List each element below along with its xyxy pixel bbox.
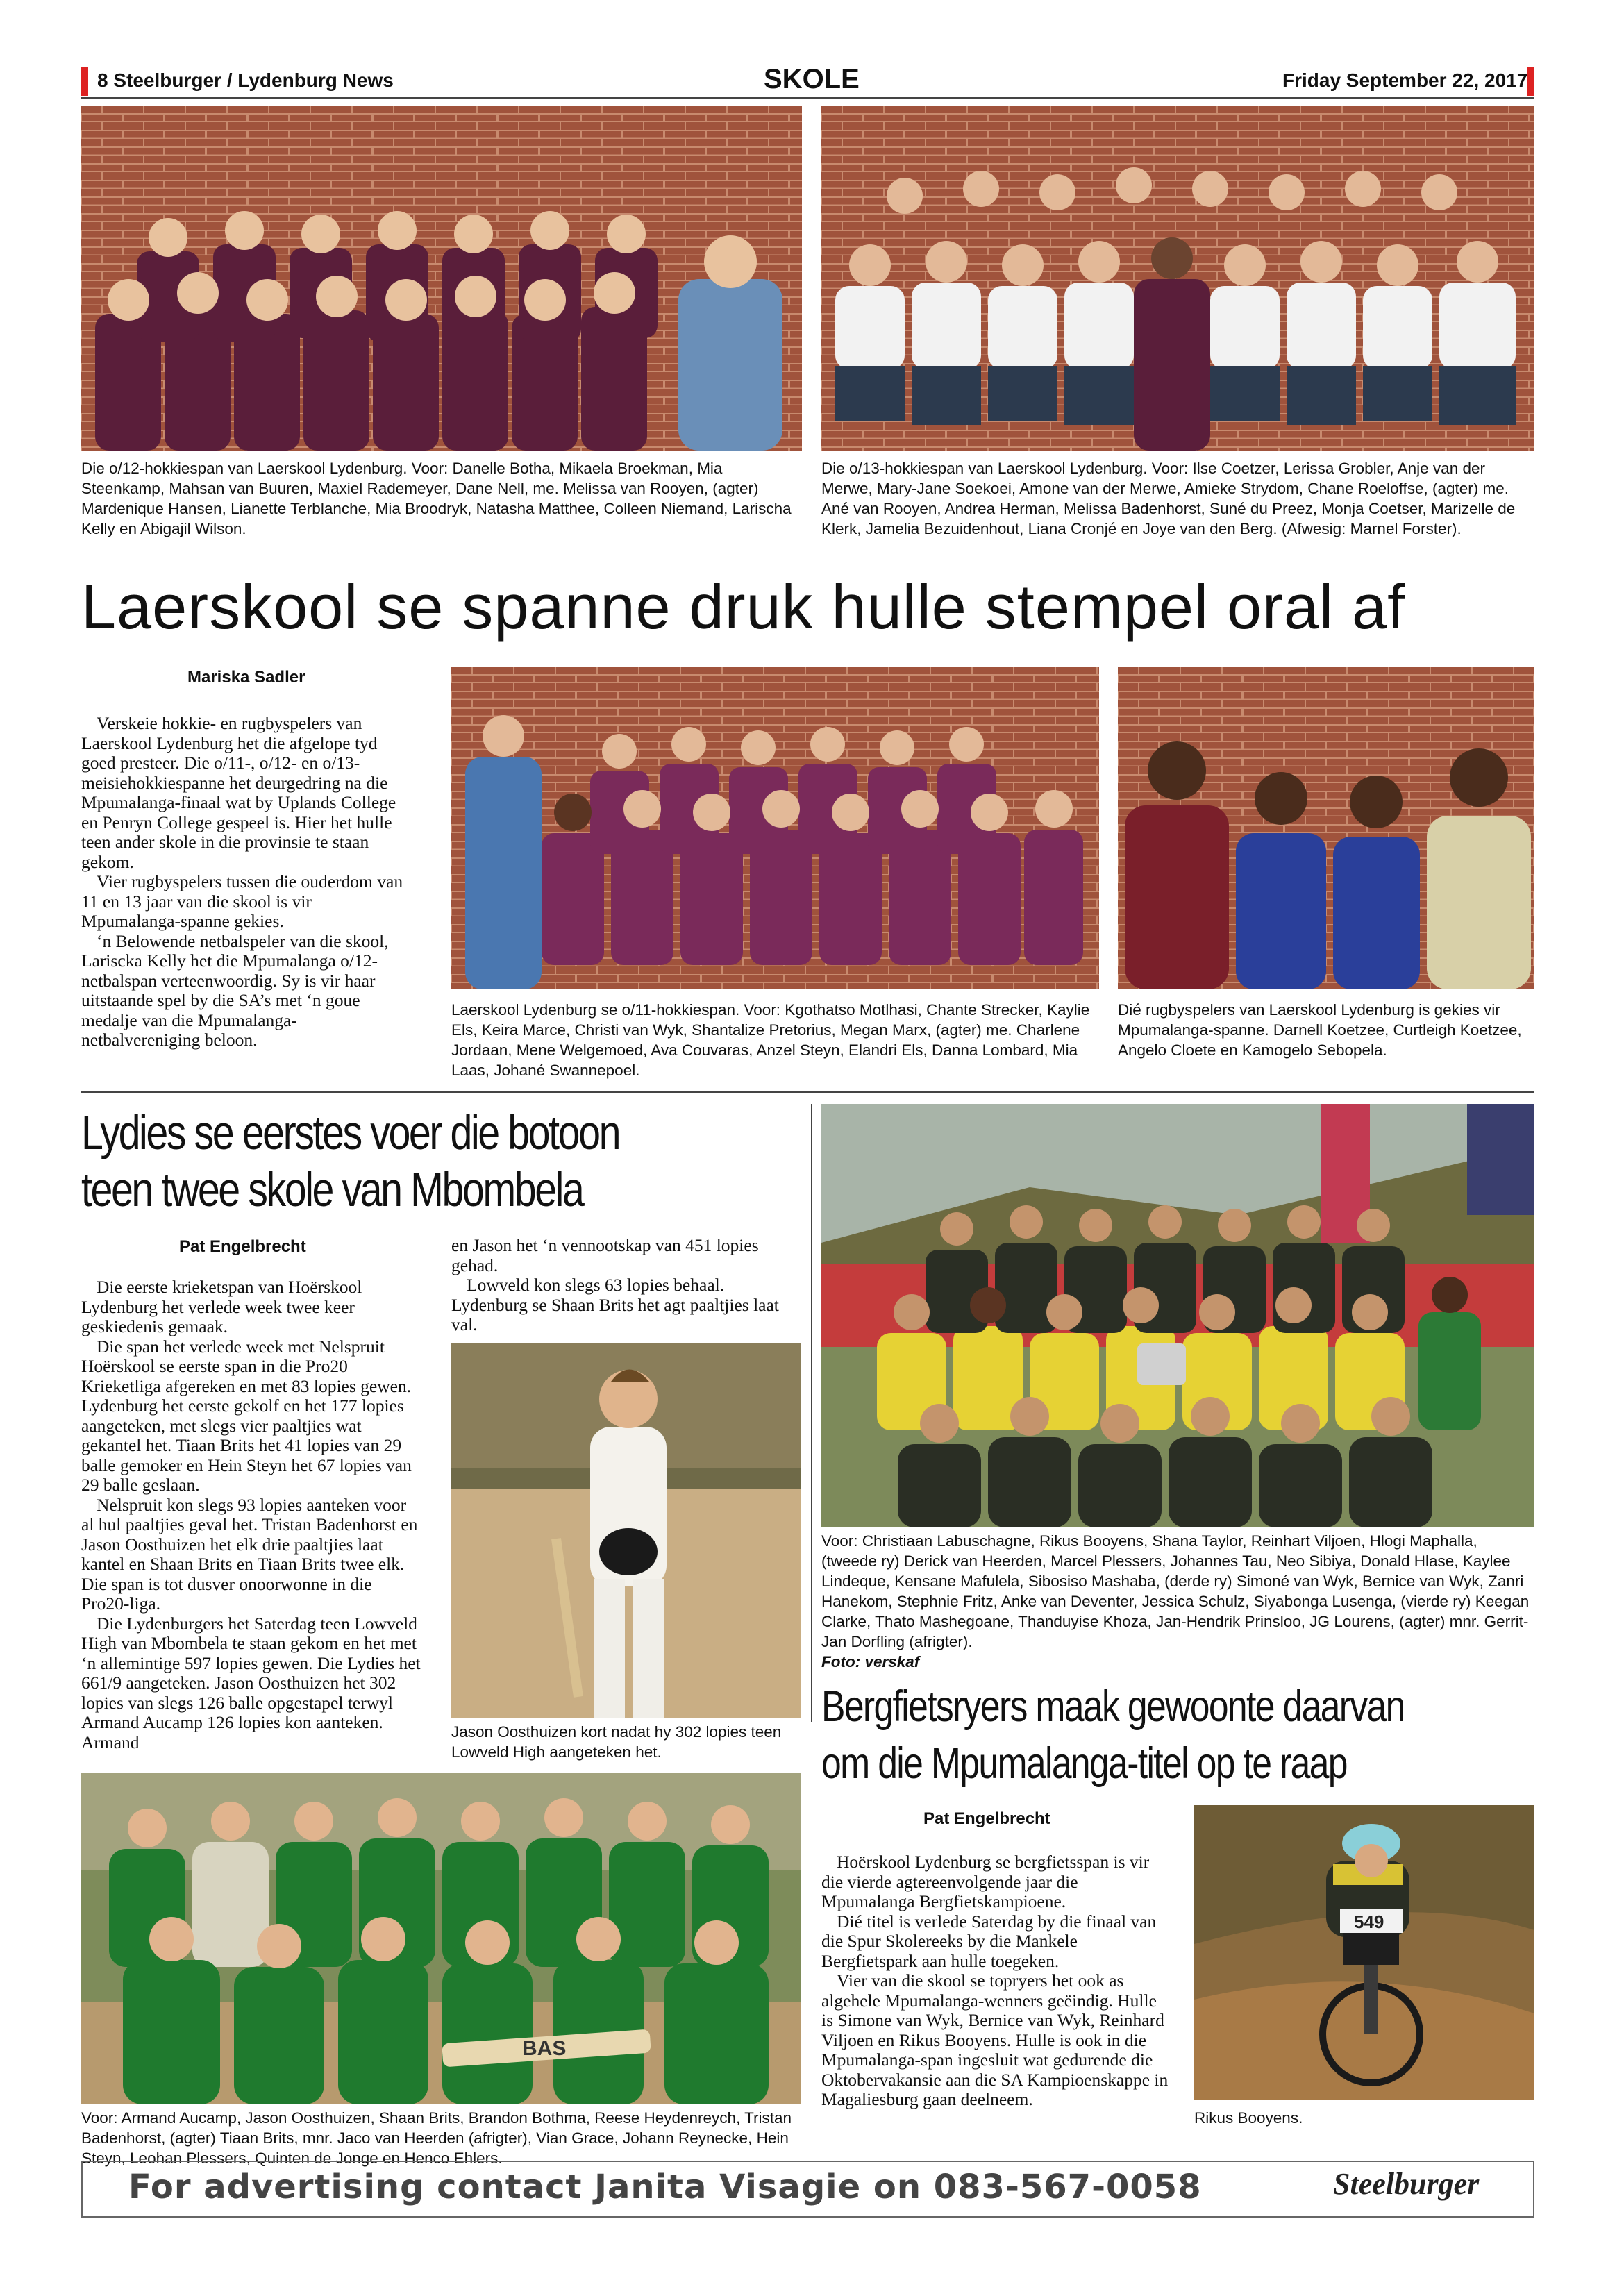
headline-story2-line2: teen twee skole van Mbombela [81, 1162, 583, 1216]
caption-batsman: Jason Oosthuizen kort nadat hy 302 lopies teen Lowveld High aangeteken het. [451, 1723, 782, 1761]
caption-rugby-players: Dié rugbyspelers van Laerskool Lydenburg is gekies vir Mpumalanga-spanne. Darnell Koetzee, Curtleigh Koetzee, Angelo Cloete en Kamogelo Sebopela. [1118, 1001, 1522, 1059]
caption-o11-hockey: Laerskool Lydenburg se o/11-hokkiespan. Voor: Kgothatso Motlhasi, Chante Strecker, Kaylie Els, Keira Marce, Christi van Wyk, Shantalize Pretorius, Megan Marx, (agter) me. Charlene Jordaan, Mene Welgemoed, Ava Couvaras, Anzel Steyn, Elandri Els, Danna Lombard, Mia Laas, Johané Swannepoel. [451, 1001, 1090, 1079]
steelburger-logo: Steelburger [1333, 2167, 1480, 2201]
headline-story1: Laerskool se spanne druk hulle stempel oral af [81, 573, 1406, 642]
story2-paragraph: Lowveld kon slegs 63 lopies behaal. Lydenburg se Shaan Brits het agt paaltjies laat val. [451, 1275, 779, 1334]
headline-story3-line2: om die Mpumalanga-titel op te raap [821, 1739, 1347, 1788]
byline-story1: Mariska Sadler [187, 668, 305, 687]
caption-o13-hockey: Die o/13-hokkiespan van Laerskool Lydenburg. Voor: Ilse Coetzer, Lerissa Grobler, Anje van der Merwe, Mary-Jane Soekoei, Amone van der Merwe, Amieke Strydom, Chane Roeloffse, (agter) me. Ané van Rooyen, Andrea Herman, Melissa Badenhorst, Suné du Preez, Monja Coetser, Marizelle de Klerk, Jamelia Bezuidenhout, Liana Cronjé en Joye van den Berg. (Afwesig: Marnel Forster). [821, 460, 1516, 537]
story2-paragraph: Die span het verlede week met Nelspruit Hoërskool se eerste span in die Pro20 Krieketliga afgereken en met 83 lopies gewen. Lydenburg het eerste gekolf en het 177 lopies aangeteken, met slegs vier paaltjies wat gekantel het. Tiaan Brits het 41 lopies van 29 balle gemoker en Hein Steyn het 67 lopies van 29 balle geslaan. [81, 1336, 412, 1495]
story2-column1 [81, 1277, 421, 1752]
story2-column2 [451, 1236, 798, 1335]
photo-o13-hockey-team [821, 106, 1534, 451]
caption-mtb-team: Voor: Christiaan Labuschagne, Rikus Booyens, Shana Taylor, Reinhart Viljoen, Hlogi Maphalla, (tweede ry) Derick van Heerden, Marcel Plessers, Johannes Tau, Neo Sibiya, Donald Hlase, Kaylee Lindeque, Kensane Mafulela, Sibosiso Mashaba, (derde ry) Simoné van Wyk, Bernice van Wyk, Zanri Hanekom, Stephnie Fritz, Anke van Deventer, Jessica Schulz, Siyabonga Lusenga, (vierde ry) Keegan Clarke, Thato Mashegoane, Thanduyise Khoza, Jan-Hendrik Prinsloo, JG Lourens, (agter) mnr. Gerrit-Jan Dorfling (afrigter). [821, 1532, 1530, 1650]
advert-text: For advertising contact Janita Visagie on 083-567-0058 [128, 2168, 1202, 2206]
story1-body [81, 714, 415, 1050]
bat-label: BAS [522, 2037, 567, 2060]
header-page-label: 8 Steelburger / Lydenburg News [97, 69, 394, 91]
caption-o12-hockey: Die o/12-hokkiespan van Laerskool Lydenburg. Voor: Danelle Botha, Mikaela Broekman, Mia Steenkamp, Mahsan van Buuren, Maxiel Rademeyer, Dane Nell, me. Melissa van Rooyen, (agter) Mardenique Hansen, Lianette Terblanche, Mia Broodryk, Natasha Matthee, Colleen Niemand, Larischa Kelly en Abigajil Wilson. [81, 460, 792, 537]
story2-paragraph: Die Lydenburgers het Saterdag teen Lowveld High van Mbombela te staan gekom en het met ‘n allemintige 597 lopies gewen. Die Lydies het 661/9 aangeteken. Jason Oosthuizen het 302 lopies van slegs 126 balle opgestapel terwyl Armand Aucamp 126 lopies kon aanteken. Armand [81, 1613, 421, 1752]
story3-paragraph: Dié titel is verlede Saterdag by die finaal van die Spur Skolereeks by die Mankele Bergfietspark aan hulle toegeken. [821, 1911, 1157, 1971]
byline-story3: Pat Engelbrecht [923, 1809, 1050, 1828]
story1-paragraph: Verskeie hokkie- en rugbyspelers van Laerskool Lydenburg het die afgelope tyd goed presteer. Die o/11-, o/12- en o/13-meisiehokkiespanne het deurgedring na die Mpumalanga-finaal wat by Uplands College en Penryn College gespeel is. Hier het hulle teen ander skole in die provinsie te staan gekom. [81, 713, 396, 872]
story1-paragraph: ‘n Belowende netbalspeler van die skool, Larisckа Kelly het die Mpumalanga o/12-netbalspan verteenwoordig. Sy is vir haar uitstaande spel by die SA’s met ‘n goue medalje van die Mpumalanga-netbalvereniging beloon. [81, 930, 389, 1050]
story3-body [821, 1852, 1169, 2110]
caption-cricket-team: Voor: Armand Aucamp, Jason Oosthuizen, Shaan Brits, Brandon Bothma, Reese Heydenreych, Tristan Badenhorst, (agter) Tiaan Brits, mnr. Jaco van Heerden (afrigter), Vian Grace, Johann Reynecke, Hein Steyn, Leohan Plessers, Quinten de Jonge en Henco Ehlers. [81, 2109, 792, 2167]
story3-paragraph: Vier van die skool se topryers het ook as algehele Mpumalanga-wenners geëindig. Hulle is Simone van Wyk, Bernice van Wyk, Reinhard Viljoen en Rikus Booyens. Hulle is ook in die Mpumalanga-span ingesluit wat gedurende die Oktobervakansie aan die SA Kampioenskappe in Magaliesburg gaan deelneem. [821, 1970, 1169, 2109]
byline-story2: Pat Engelbrecht [179, 1237, 306, 1256]
story2-paragraph: Nelspruit kon slegs 93 lopies aanteken voor al hul paaltjies geval het. Tristan Badenhorst en Jason Oosthuizen het elk drie paaltjies laat kantel en Shaan Brits en Tiaan Brits twee elk. Die span is tot dusver onoorwonne in die Pro20-liga. [81, 1494, 418, 1614]
header-date: Friday September 22, 2017 [1282, 69, 1528, 91]
photo-cyclist [1194, 1805, 1534, 2100]
header-accent-right [1527, 67, 1534, 96]
photo-credit: Foto: verskaf [821, 1653, 920, 1670]
headline-story3-line1: Bergfietsryers maak gewoonte daarvan [821, 1682, 1405, 1731]
header-section-title: SKOLE [764, 64, 860, 94]
story2-paragraph: Die eerste krieketspan van Hoërskool Lydenburg het verlede week twee keer geskiedenis gemaak. [81, 1277, 362, 1336]
caption-cyclist: Rikus Booyens. [1194, 2109, 1303, 2127]
photo-rugby-players [1118, 667, 1534, 989]
section-divider [81, 1091, 1534, 1093]
photo-mtb-team [821, 1104, 1534, 1527]
column-divider [811, 1104, 812, 1722]
header-accent-left [81, 67, 88, 96]
story1-paragraph: Vier rugbyspelers tussen die ouderdom van 11 en 13 jaar van die skool is vir Mpumalanga-spanne gekies. [81, 871, 403, 931]
photo-o11-hockey-team [451, 667, 1099, 989]
photo-o12-hockey-team [81, 106, 802, 451]
story3-paragraph: Hoërskool Lydenburg se bergfietsspan is vir die vierde agtereenvolgende jaar die Mpumalanga Bergfietskampioene. [821, 1852, 1150, 1911]
photo-cricket-team [81, 1773, 801, 2104]
header-rule [81, 97, 1534, 99]
bike-number: 549 [1354, 1911, 1384, 1932]
story2-paragraph: en Jason het ‘n vennootskap van 451 lopies gehad. [451, 1235, 759, 1275]
headline-story2-line1: Lydies se eerstes voer die botoon [81, 1105, 620, 1159]
photo-batsman [451, 1343, 801, 1718]
